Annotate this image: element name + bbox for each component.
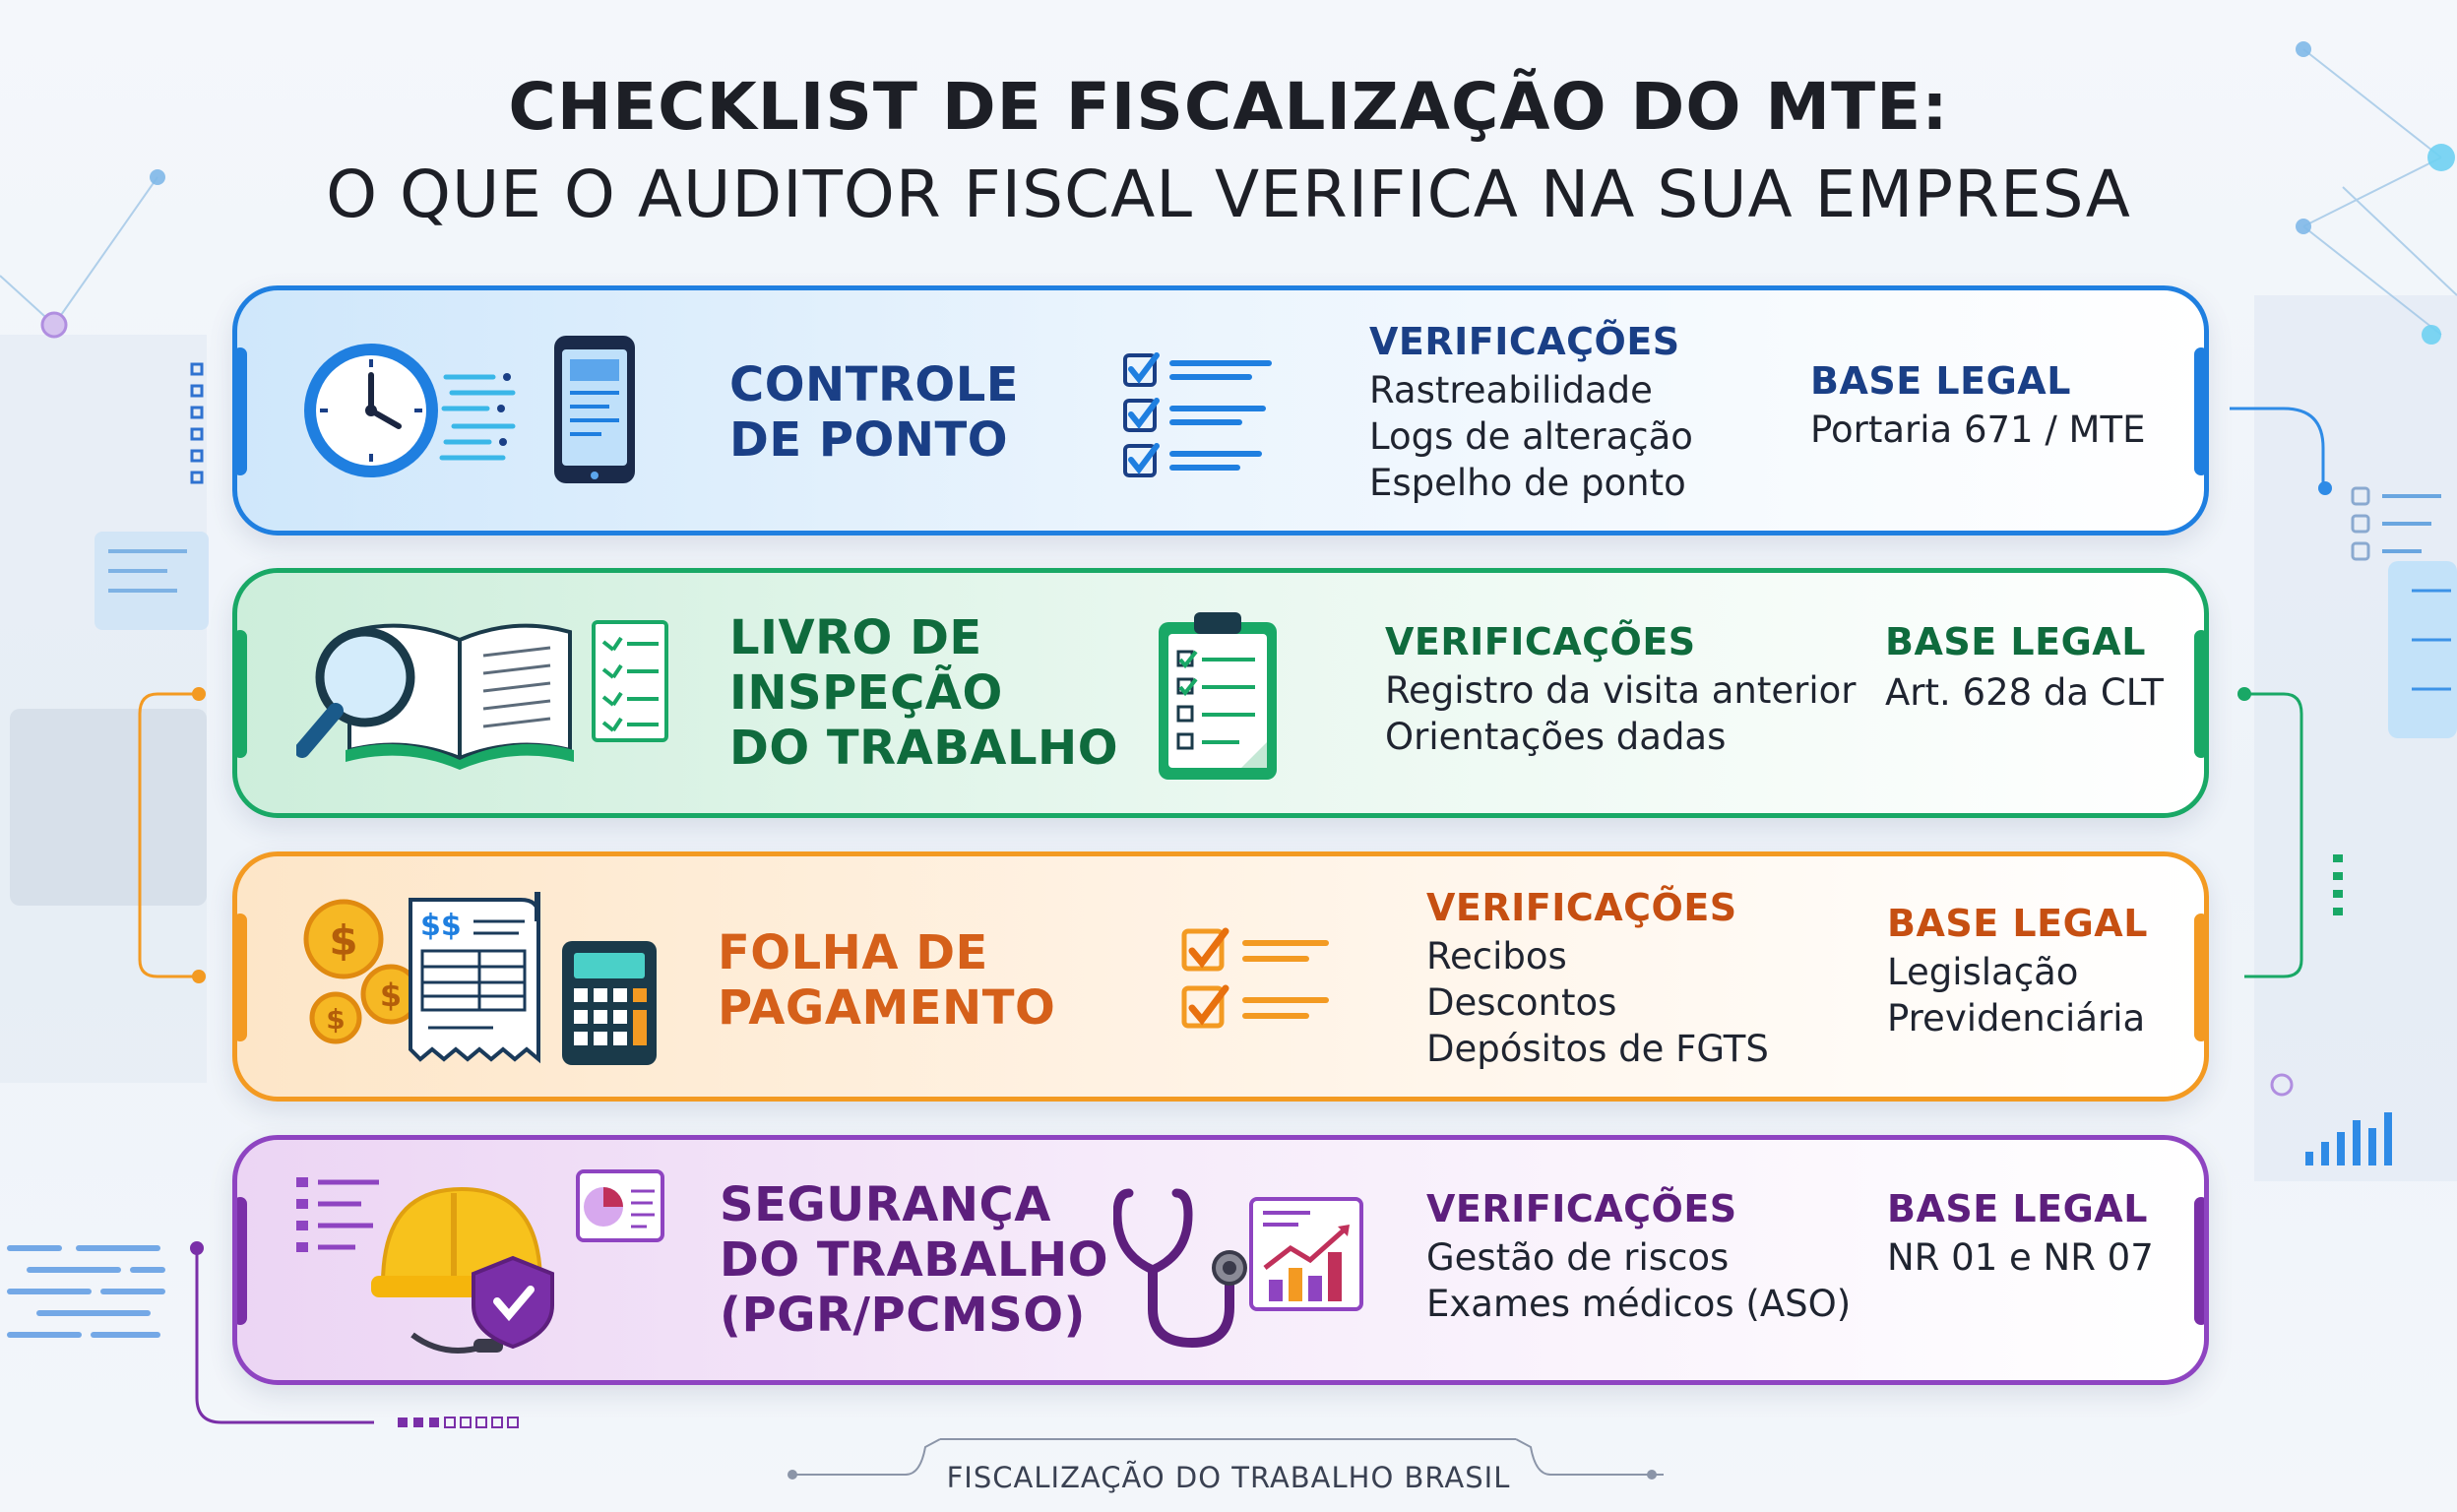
helmet-shield-icon	[296, 1169, 670, 1366]
card-tab-left	[233, 347, 247, 475]
checklist-icon	[1121, 349, 1279, 487]
verifications-label: VERIFICAÇÕES	[1369, 320, 1680, 363]
card-title: SEGURANÇA DO TRABALHO (PGR/PCMSO)	[720, 1177, 1109, 1343]
card-controle-de-ponto	[232, 285, 2209, 536]
base-legal-value: Portaria 671 / MTE	[1810, 409, 2146, 451]
svg-text:$: $	[379, 976, 403, 1014]
verifications-list	[1385, 667, 1857, 760]
list-item: Exames médicos (ASO)	[1426, 1283, 1852, 1325]
list-item: Rastreabilidade	[1369, 369, 1653, 411]
list-item: Logs de alteração	[1369, 415, 1693, 458]
clipboard-icon	[1155, 608, 1283, 786]
card-seguranca-do-trabalho	[232, 1135, 2209, 1385]
verifications-label: VERIFICAÇÕES	[1426, 1187, 1737, 1230]
card-tab-right	[2194, 630, 2208, 758]
list-item: Espelho de ponto	[1369, 462, 1686, 504]
footer-text: FISCALIZAÇÃO DO TRABALHO BRASIL	[946, 1461, 1511, 1494]
base-legal-label: BASE LEGAL	[1887, 1187, 2148, 1230]
verifications-label: VERIFICAÇÕES	[1426, 886, 1737, 929]
verifications-list	[1369, 367, 1693, 506]
verifications-list	[1426, 933, 1769, 1072]
list-item: Gestão de riscos	[1426, 1236, 1730, 1279]
card-tab-left	[233, 914, 247, 1041]
base-legal-label: BASE LEGAL	[1810, 359, 2071, 403]
page-title	[0, 69, 2457, 232]
card-tab-right	[2194, 914, 2208, 1041]
book-magnifier-icon	[296, 612, 670, 780]
list-item: Orientações dadas	[1385, 716, 1727, 758]
card-tab-left	[233, 630, 247, 758]
svg-text:$: $	[329, 916, 358, 965]
clock-phone-icon	[296, 336, 670, 493]
card-tab-right	[2194, 1197, 2208, 1325]
list-item: Registro da visita anterior	[1385, 669, 1857, 712]
svg-text:$: $	[326, 1003, 346, 1036]
card-title: FOLHA DE PAGAMENTO	[718, 925, 1056, 1036]
verifications-label: VERIFICAÇÕES	[1385, 620, 1696, 663]
svg-text:$$: $$	[420, 909, 462, 943]
title-line-2: O QUE O AUDITOR FISCAL VERIFICA NA SUA EMPRESA	[326, 157, 2131, 232]
base-legal-value: Art. 628 da CLT	[1885, 671, 2164, 714]
card-folha-de-pagamento	[232, 851, 2209, 1102]
card-title: LIVRO DE INSPEÇÃO DO TRABALHO	[729, 610, 1119, 776]
list-item: Depósitos de FGTS	[1426, 1028, 1769, 1070]
card-livro-de-inspecao	[232, 568, 2209, 818]
base-legal-value: Legislação Previdenciária	[1887, 951, 2146, 1040]
base-legal-label: BASE LEGAL	[1885, 620, 2146, 663]
stethoscope-chart-icon	[1113, 1185, 1369, 1353]
card-tab-left	[233, 1197, 247, 1325]
payroll-coins-calculator-icon	[296, 892, 670, 1069]
title-line-1: CHECKLIST DE FISCALIZAÇÃO DO MTE:	[508, 69, 1949, 145]
base-legal-value: NR 01 e NR 07	[1887, 1236, 2154, 1279]
list-item: Recibos	[1426, 935, 1567, 977]
base-legal-label: BASE LEGAL	[1887, 902, 2148, 945]
card-title: CONTROLE DE PONTO	[729, 357, 1020, 468]
list-item: Descontos	[1426, 981, 1617, 1024]
verifications-list	[1426, 1234, 1851, 1327]
checklist-icon	[1178, 925, 1336, 1034]
card-tab-right	[2194, 347, 2208, 475]
